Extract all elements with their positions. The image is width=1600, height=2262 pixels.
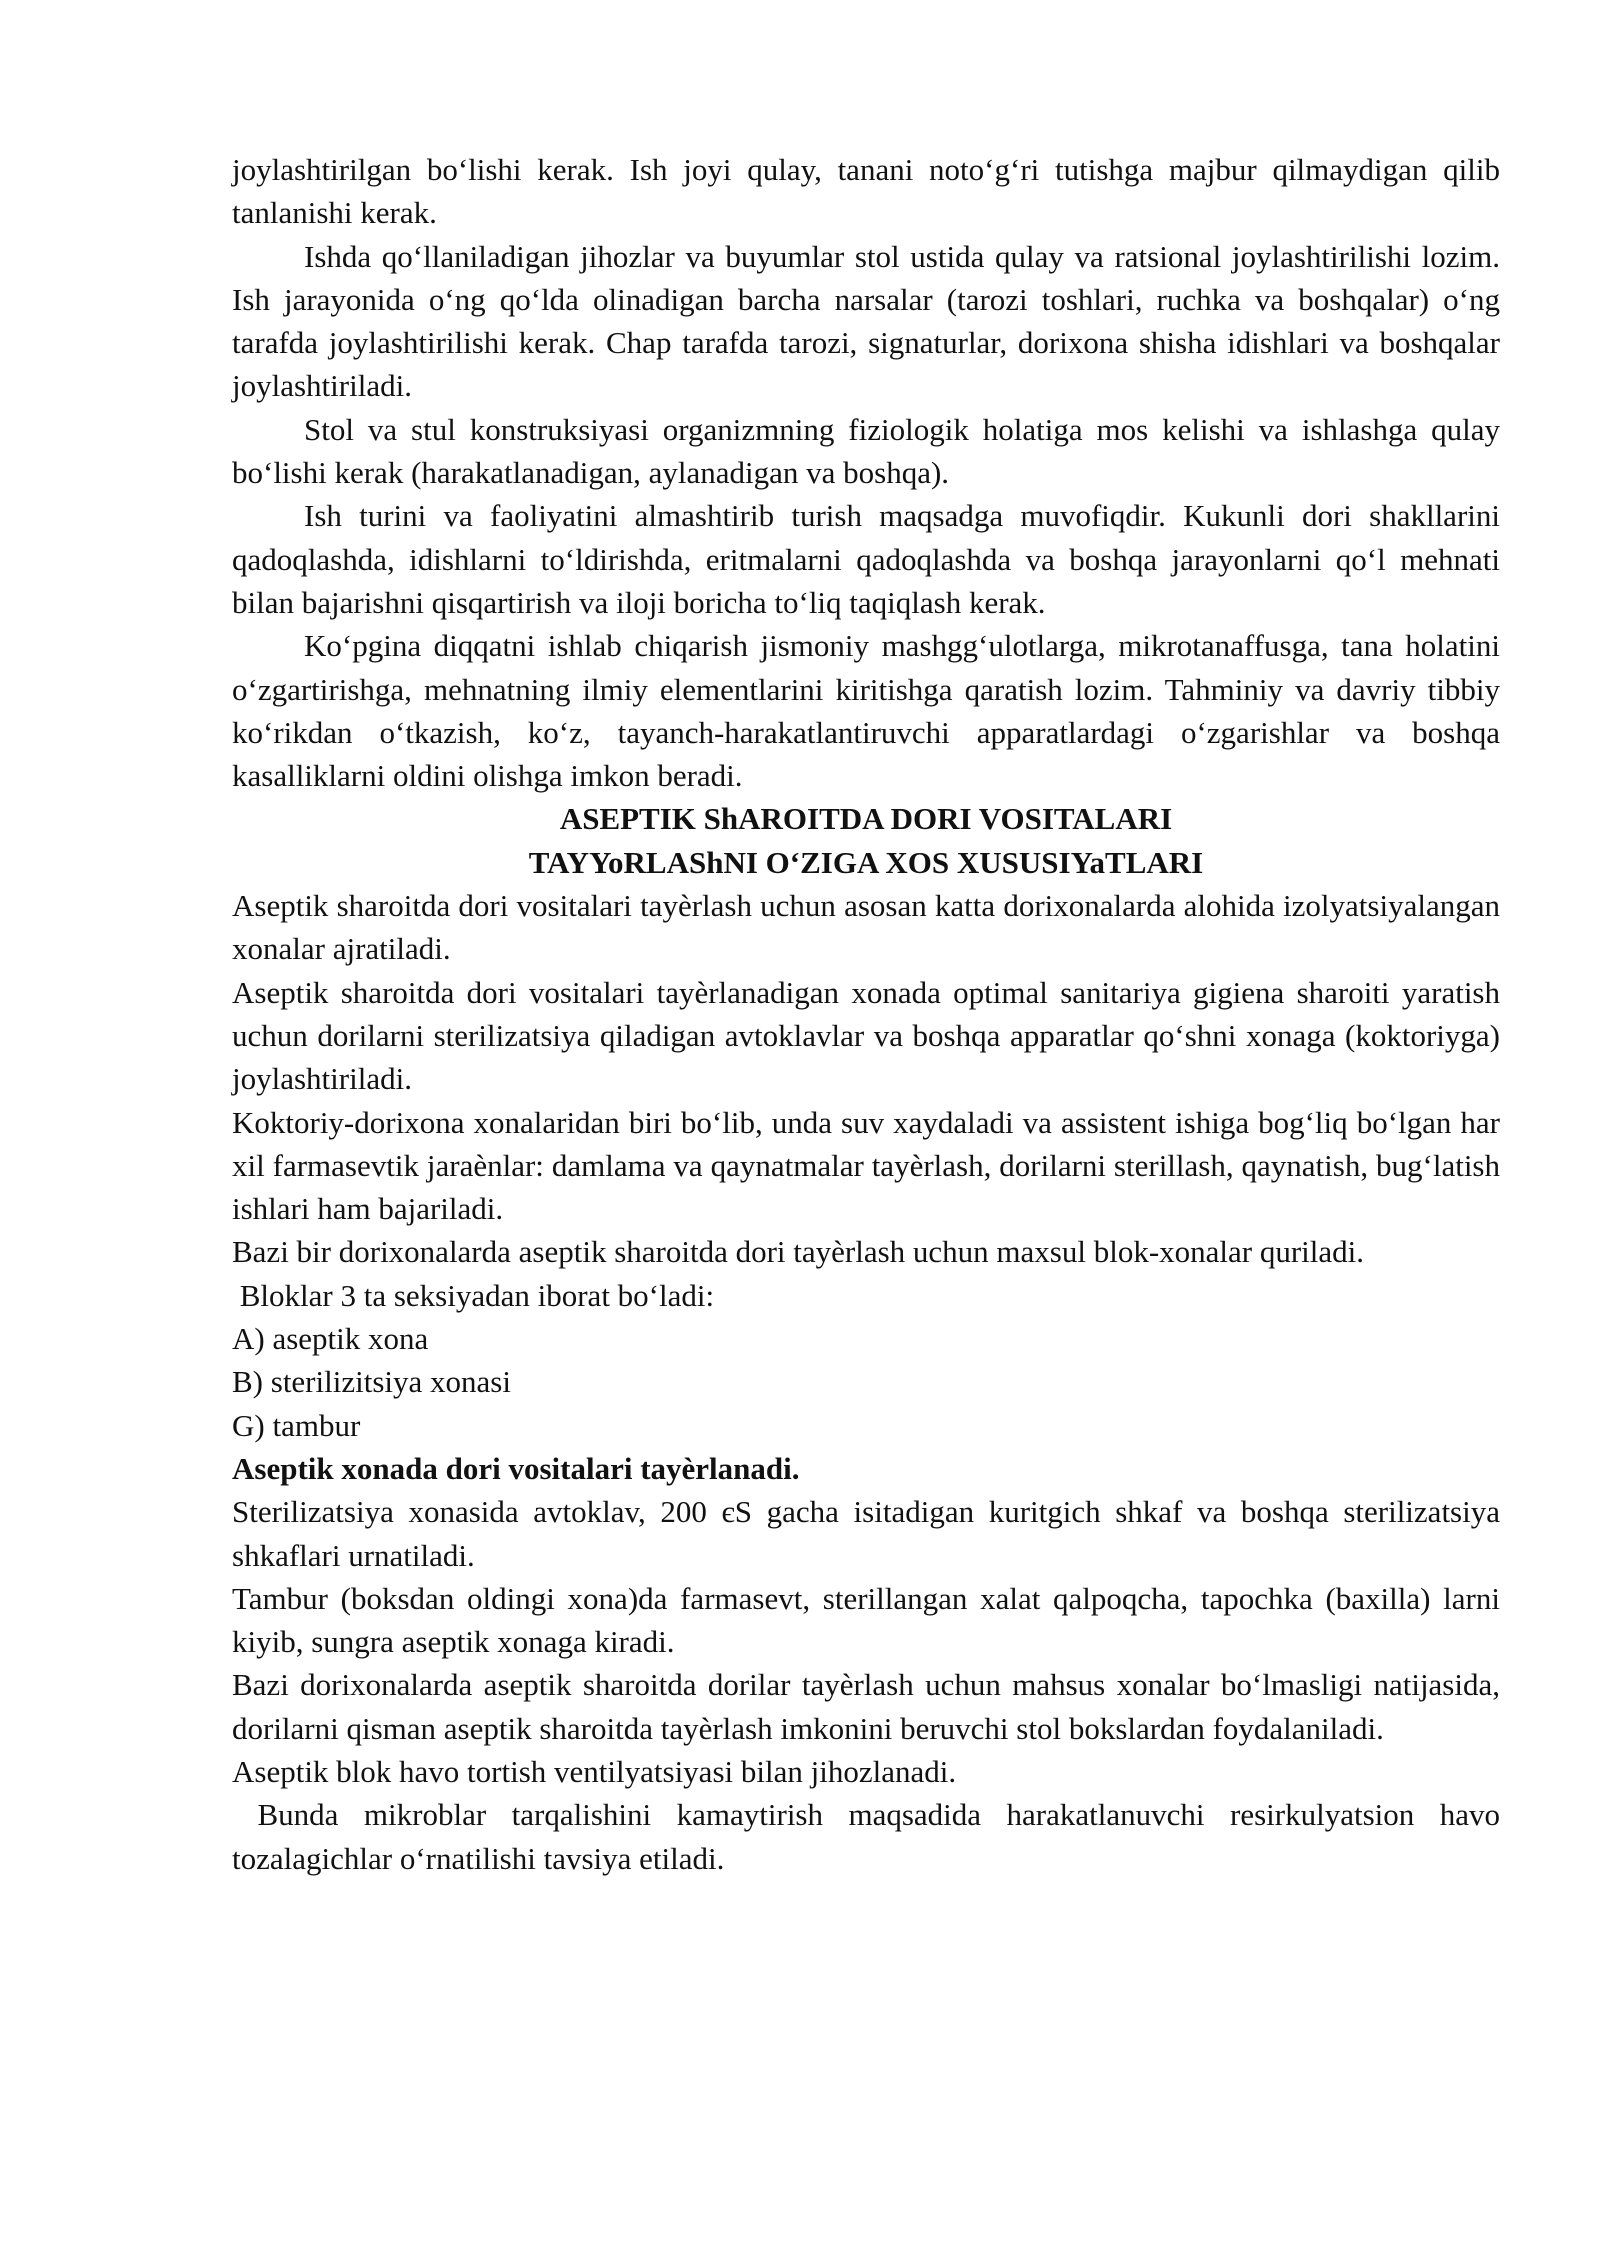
- paragraph-workplace: joylashtirilgan bo‘lishi kerak. Ish joyi qulay, tanani noto‘g‘ri tutishga majbur qilmaydigan qilib tanlanishi kerak.: [232, 152, 1500, 231]
- paragraph-ventilation: Aseptik blok havo tortish ventilyatsiyasi bilan jihozlanadi.: [232, 1753, 957, 1789]
- paragraph-tambur: Tambur (boksdan oldingi xona)da farmasevt, sterillangan xalat qalpoqcha, tapochka (baxilla) larni kiyib, sungra aseptik xonaga kiradi.: [232, 1580, 1500, 1660]
- list-item-sterilization: B) sterilizitsiya xonasi: [232, 1364, 511, 1400]
- section-heading-line1: ASEPTIK ShAROITDA DORI VOSITALARI: [559, 801, 1173, 837]
- paragraph-sanitary: Aseptik sharoitda dori vositalari tayèrlanadigan xonada optimal sanitariya gigiena sharoiti yaratish uchun dorilarni sterilizatsiya qiladigan avtoklavlar va boshqa apparatlar qo‘shni xonaga (koktoriyga) joylashtiriladi.: [232, 974, 1500, 1097]
- paragraph-aseptic-rooms: Aseptik sharoitda dori vositalari tayèrlash uchun asosan katta dorixonalarda alohida izolyatsiyalangan xonalar ajratiladi.: [232, 888, 1500, 967]
- list-item-tambur: G) tambur: [232, 1407, 361, 1443]
- bold-statement: Aseptik xonada dori vositalari tayèrlanadi.: [232, 1450, 800, 1486]
- paragraph-work-rotation: Ish turini va faoliyatini almashtirib turish maqsadga muvofiqdir. Kukunli dori shakllarini qadoqlashda, idishlarni to‘ldirishda, eritmalarni qadoqlashda va boshqa jarayonlarni qo‘l mehnati bilan bajarishni qisqartirish va iloji boricha to‘liq taqiqlash kerak.: [232, 498, 1500, 620]
- blocks-intro: Bloklar 3 ta seksiyadan iborat bo‘ladi:: [232, 1277, 715, 1313]
- paragraph-furniture: Stol va stul konstruksiyasi organizmning fiziologik holatiga mos kelishi va ishlashga qulay bo‘lishi kerak (harakatlanadigan, aylanadigan va boshqa).: [232, 411, 1500, 491]
- section-heading-line2: TAYYoRLAShNI O‘ZIGA XOS XUSUSIYaTLARI: [528, 844, 1204, 880]
- paragraph-block-rooms: Bazi bir dorixonalarda aseptik sharoitda dori tayèrlash uchun maxsul blok-xonalar quriladi.: [232, 1234, 1365, 1270]
- paragraph-sterilization-room: Sterilizatsiya xonasida avtoklav, 200 єS gacha isitadigan kuritgich shkaf va boshqa sterilizatsiya shkaflari urnatiladi.: [232, 1494, 1500, 1573]
- paragraph-koktoriy: Koktoriy-dorixona xonalaridan biri bo‘lib, unda suv xaydaladi va assistent ishiga bog‘liq bo‘lgan har xil farmasevtik jaraènlar: damlama va qaynatmalar tayèrlash, dorilarni sterillash, qaynatish, bug‘latish ishlari ham bajariladi.: [232, 1104, 1500, 1227]
- paragraph-table-boxes: Bazi dorixonalarda aseptik sharoitda dorilar tayèrlash uchun mahsus xonalar bo‘lmasligi natijasida, dorilarni qisman aseptik sharoitda tayèrlash imkonini beruvchi stol bokslardan foydalaniladi.: [232, 1667, 1500, 1746]
- paragraph-air-cleaners: Bunda mikroblar tarqalishini kamaytirish maqsadida harakatlanuvchi resirkulyatsion havo tozalagichlar o‘rnatilishi tavsiya etiladi.: [232, 1797, 1508, 1876]
- paragraph-equipment: Ishda qo‘llaniladigan jihozlar va buyumlar stol ustida qulay va ratsional joylashtirilishi lozim. Ish jarayonida o‘ng qo‘lda olinadigan barcha narsalar (tarozi toshlari, ruchka va boshqalar) o‘ng tarafda joylashtirilishi kerak. Chap tarafda tarozi, signaturlar, dorixona shisha idishlari va boshqalar joylashtiriladi.: [232, 238, 1500, 404]
- list-item-aseptic: A) aseptik xona: [232, 1321, 429, 1357]
- document-page: [232, 148, 1508, 1880]
- paragraph-health: Ko‘pgina diqqatni ishlab chiqarish jismoniy mashgg‘ulotlarga, mikrotanaffusga, tana holatini o‘zgartirishga, mehnatning ilmiy elementlarini kiritishga qaratish lozim. Tahminiy va davriy tibbiy ko‘rikdan o‘tkazish, ko‘z, tayanch-harakatlantiruvchi apparatlardagi o‘zgarishlar va boshqa kasalliklarni oldini olishga imkon beradi.: [232, 628, 1500, 794]
